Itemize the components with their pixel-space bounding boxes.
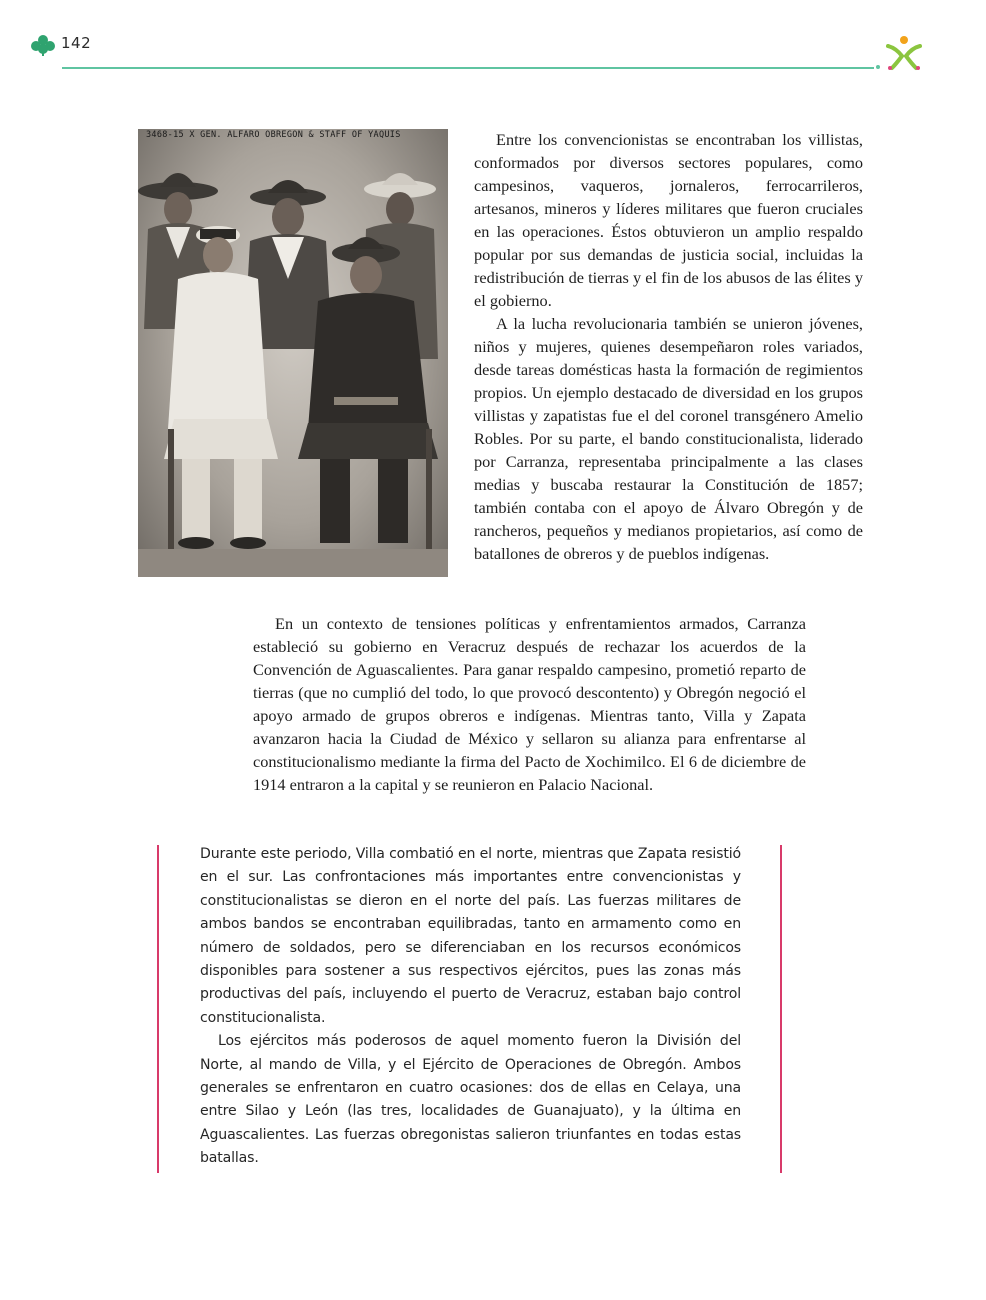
photo-figures (138, 129, 448, 577)
wide-column-text (253, 612, 806, 796)
highlight-box-text (200, 843, 741, 1171)
header-rule-dot (876, 65, 880, 69)
paragraph: Entre los convencionistas se encontraban los villistas, conformados por diversos sectores populares, como campesinos, vaqueros, jornaleros, ferrocarrileros, artesanos, mineros y líderes militares que fueron cruciales en las operaciones. Éstos obtuvieron un amplio respaldo popular por sus demandas de justicia social, incluidas la redistribución de tierras y el fin de los abusos de las élites y el gobierno. (474, 130, 863, 310)
photo-caption: 3468-15 X GEN. ALFARO OBREGON & STAFF OF YAQUIS (146, 130, 401, 140)
page-header (0, 0, 986, 80)
header-rule (62, 67, 874, 69)
clover-icon (30, 34, 56, 56)
box-right-bar (780, 845, 782, 1173)
paragraph: Durante este periodo, Villa combatió en el norte, mientras que Zapata resistió en el sur. Las confrontaciones más importantes entre convencionistas y constitucionalistas se dieron en el norte del país. Las fuerzas militares de ambos bandos se encontraban equilibradas, tanto en armamento como en número de soldados, pero se diferenciaban en los recursos económicos disponibles para sostener a sus respectivos ejércitos, pues las zonas más productivas del país, incluyendo el puerto de Veracruz, estaban bajo control constitucionalista. (200, 846, 741, 1026)
box-left-bar (157, 845, 159, 1173)
page-number: 142 (61, 34, 92, 52)
right-column-text (474, 128, 863, 565)
paragraph: Los ejércitos más poderosos de aquel momento fueron la División del Norte, al mando de Villa, y el Ejército de Operaciones de Obregón. Ambos generales se enfrentaron en cuatro ocasiones: dos de ellas en Celaya, una entre Silao y León (las tres, localidades de Guanajuato), y la última en Aguascalientes. Las fuerzas obregonistas salieron triunfantes en todas estas batallas. (200, 1033, 741, 1167)
paragraph: A la lucha revolucionaria también se unieron jóvenes, niños y mujeres, quienes desempeñaron roles variados, desde tareas domésticas hasta la formación de regimientos propios. Un ejemplo destacado de diversidad en los grupos villistas y zapatistas fue el del coronel transgénero Amelio Robles. Por su parte, el bando constitucionalista, liderado por Carranza, representaba principalmente a las clases medias y buscaba restaurar la Constitución de 1857; también contaba con el apoyo de Álvaro Obregón y de rancheros, pequeños y medianos propietarios, así como de batallones de obreros y de pueblos indígenas. (474, 314, 863, 563)
paragraph: En un contexto de tensiones políticas y enfrentamientos armados, Carranza estableció su gobierno en Veracruz después de rechazar los acuerdos de la Convención de Aguascalientes. Para ganar respaldo campesino, prometió reparto de tierras (que no cumplió del todo, lo que provocó descontento) y Obregón negoció el apoyo armado de grupos obreros e indígenas. Mientras tanto, Villa y Zapata avanzaron hacia la Ciudad de México y sellaron su alianza para enfrentarse al constitucionalismo mediante la firma del Pacto de Xochimilco. El 6 de diciembre de 1914 entraron a la capital y se reunieron en Palacio Nacional. (253, 614, 806, 794)
historical-photo (138, 129, 448, 577)
person-emblem-icon (884, 34, 924, 72)
